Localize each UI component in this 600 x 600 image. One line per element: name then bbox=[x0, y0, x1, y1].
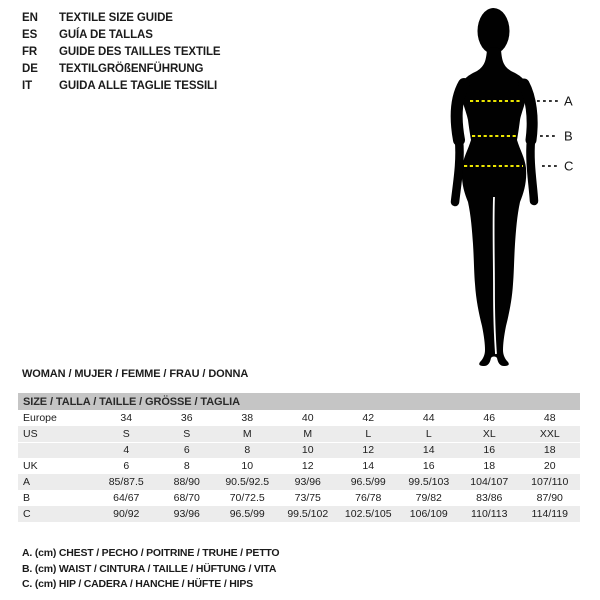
language-row-fr bbox=[22, 44, 221, 61]
table-cell: M bbox=[217, 426, 278, 442]
table-cell: 12 bbox=[338, 442, 399, 458]
table-cell: 6 bbox=[157, 442, 218, 458]
guide-title-de: TEXTILGRÖßENFÜHRUNG bbox=[59, 63, 204, 75]
table-cell: 83/86 bbox=[476, 492, 503, 504]
language-row-de bbox=[22, 61, 221, 78]
table-cell: 14 bbox=[399, 442, 460, 458]
table-cell: 14 bbox=[362, 460, 375, 472]
table-row-hip bbox=[18, 506, 580, 522]
table-cell: 79/82 bbox=[415, 492, 442, 504]
table-cell: 48 bbox=[543, 412, 556, 424]
legend-chest: A. (cm) CHEST / PECHO / POITRINE / TRUHE / PETTO bbox=[22, 547, 280, 559]
table-cell: 73/75 bbox=[294, 492, 321, 504]
table-header-label: SIZE / TALLA / TAILLE / GRÖSSE / TAGLIA bbox=[18, 393, 580, 410]
table-cell: 90/92 bbox=[96, 506, 157, 522]
table-cell: XL bbox=[459, 426, 520, 442]
table-cell: 93/96 bbox=[278, 474, 339, 490]
table-row-us-letters bbox=[18, 426, 580, 442]
legend-hip: C. (cm) HIP / CADERA / HANCHE / HÜFTE / HIPS bbox=[22, 578, 253, 590]
table-cell: 90.5/92.5 bbox=[217, 474, 278, 490]
size-table bbox=[18, 393, 580, 522]
waist-label: B bbox=[564, 128, 573, 144]
table-cell: 20 bbox=[543, 460, 556, 472]
table-cell: 106/109 bbox=[399, 506, 460, 522]
language-code: FR bbox=[22, 46, 38, 58]
silhouette-right-upper-arm bbox=[524, 84, 532, 140]
table-cell: 64/67 bbox=[113, 492, 140, 504]
table-cell: 102.5/105 bbox=[338, 506, 399, 522]
table-cell: 46 bbox=[483, 412, 496, 424]
table-cell: 38 bbox=[241, 412, 254, 424]
table-cell: 10 bbox=[241, 460, 254, 472]
silhouette-left-upper-arm bbox=[457, 84, 464, 140]
table-cell: 12 bbox=[301, 460, 314, 472]
language-row-en bbox=[22, 10, 221, 27]
measurement-legend bbox=[22, 546, 279, 593]
language-code: IT bbox=[22, 80, 33, 92]
row-label: C bbox=[18, 506, 96, 522]
language-title-list bbox=[22, 10, 221, 95]
hip-label: C bbox=[564, 158, 574, 174]
gender-heading: WOMAN / MUJER / FEMME / FRAU / DONNA bbox=[22, 368, 249, 380]
table-row-uk bbox=[18, 458, 580, 474]
language-row-it bbox=[22, 78, 221, 95]
silhouette-right-forearm bbox=[530, 140, 534, 201]
row-label bbox=[18, 442, 96, 458]
row-label: B bbox=[23, 492, 31, 504]
chest-label: A bbox=[564, 93, 573, 109]
table-cell: 70/72.5 bbox=[229, 492, 265, 504]
table-row-us-numbers bbox=[18, 442, 580, 458]
language-code: EN bbox=[22, 12, 38, 24]
table-cell: L bbox=[399, 426, 460, 442]
table-cell: 8 bbox=[183, 460, 190, 472]
table-cell: 36 bbox=[180, 412, 193, 424]
table-cell: 18 bbox=[520, 442, 581, 458]
guide-title-es: GUÍA DE TALLAS bbox=[59, 29, 153, 41]
measurement-figure bbox=[440, 0, 600, 380]
table-cell: L bbox=[338, 426, 399, 442]
table-cell: 93/96 bbox=[157, 506, 218, 522]
table-cell: 68/70 bbox=[173, 492, 200, 504]
table-cell: M bbox=[278, 426, 339, 442]
table-cell: 4 bbox=[96, 442, 157, 458]
table-cell: 8 bbox=[217, 442, 278, 458]
table-cell: 114/119 bbox=[520, 506, 581, 522]
woman-silhouette-diagram bbox=[440, 0, 600, 380]
table-cell: 87/90 bbox=[536, 492, 563, 504]
guide-title-it: GUIDA ALLE TAGLIE TESSILI bbox=[59, 80, 218, 92]
row-label: A bbox=[18, 474, 96, 490]
table-cell: 99.5/103 bbox=[399, 474, 460, 490]
table-cell: 6 bbox=[123, 460, 130, 472]
row-label: US bbox=[18, 426, 96, 442]
table-cell: XXL bbox=[520, 426, 581, 442]
table-cell: 40 bbox=[301, 412, 314, 424]
table-cell: 96.5/99 bbox=[217, 506, 278, 522]
table-cell: S bbox=[96, 426, 157, 442]
guide-title-fr: GUIDE DES TAILLES TEXTILE bbox=[59, 46, 221, 58]
table-row-waist bbox=[18, 490, 580, 506]
table-cell: S bbox=[157, 426, 218, 442]
table-cell: 85/87.5 bbox=[96, 474, 157, 490]
table-cell: 110/113 bbox=[459, 506, 520, 522]
language-code: ES bbox=[22, 29, 38, 41]
table-cell: 42 bbox=[362, 412, 375, 424]
table-row-europe bbox=[18, 410, 580, 426]
table-cell: 107/110 bbox=[520, 474, 581, 490]
table-cell: 96.5/99 bbox=[338, 474, 399, 490]
language-row-es bbox=[22, 27, 221, 44]
silhouette-left-forearm bbox=[455, 140, 460, 202]
row-label: UK bbox=[23, 460, 38, 472]
guide-title-en: TEXTILE SIZE GUIDE bbox=[59, 12, 173, 24]
table-cell: 10 bbox=[278, 442, 339, 458]
language-code: DE bbox=[22, 63, 38, 75]
table-cell: 76/78 bbox=[355, 492, 382, 504]
legend-waist: B. (cm) WAIST / CINTURA / TAILLE / HÜFTUNG / VITA bbox=[22, 562, 277, 575]
table-cell: 88/90 bbox=[157, 474, 218, 490]
table-cell: 99.5/102 bbox=[278, 506, 339, 522]
table-header-row bbox=[18, 393, 580, 410]
table-cell: 44 bbox=[422, 412, 435, 424]
table-cell: 16 bbox=[422, 460, 435, 472]
table-cell: 16 bbox=[459, 442, 520, 458]
table-cell: 18 bbox=[483, 460, 496, 472]
table-cell: 34 bbox=[120, 412, 133, 424]
table-cell: 104/107 bbox=[459, 474, 520, 490]
table-row-chest bbox=[18, 474, 580, 490]
row-label: Europe bbox=[23, 412, 57, 424]
